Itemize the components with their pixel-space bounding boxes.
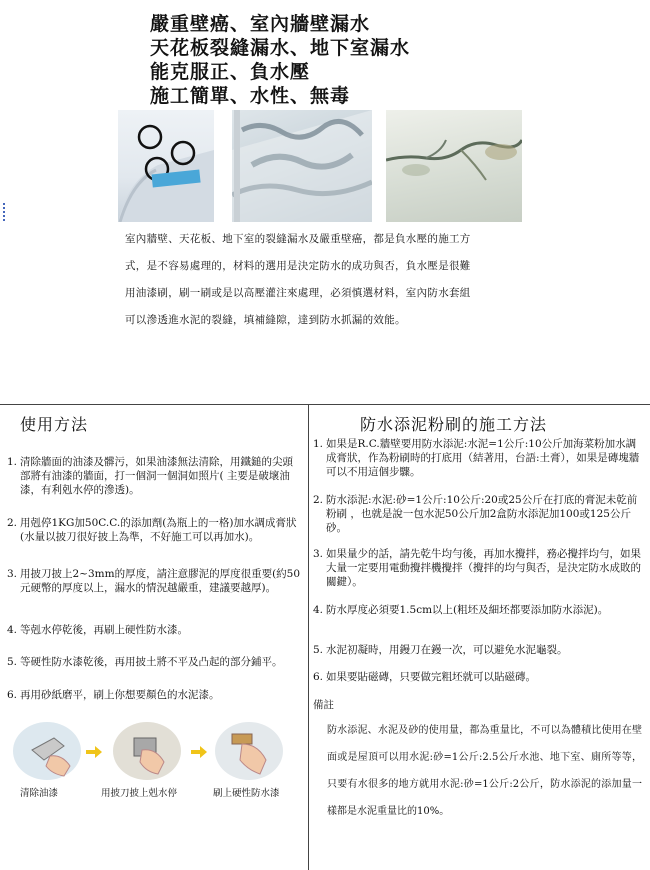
headline-line-3: 能克服正、負水壓	[150, 61, 311, 83]
note-label: 備註	[313, 699, 334, 711]
headline	[150, 12, 480, 108]
headline-line-4: 施工簡單、水性、無毒	[150, 85, 351, 107]
arrow-right-icon	[191, 743, 207, 762]
mortar-step-5: 5. 水泥初凝時，用鏝刀在鏝一次，可以避免水泥龜裂。	[313, 644, 568, 656]
usage-step-1: 1. 清除牆面的油漆及髒污，如果油漆無法清除，用鐵鎚的尖頭部將有油漆的牆面，打一個洞一個洞如照片( 主要是破壞油漆，有利剋水停的滲透)。	[7, 456, 293, 496]
mortar-step-1: 1. 如果是R.C.牆壁要用防水添泥:水泥=1公斤:10公斤加海菜粉加水調成膏狀，作為粉刷時的打底用（結著用，台語:土膏），如果是磚塊牆可以不用這個步驟。	[313, 438, 640, 478]
headline-line-1: 嚴重壁癌、室內牆壁漏水	[150, 13, 371, 35]
ceiling-stain-photo	[232, 110, 372, 222]
mortar-step-6: 6. 如果要貼磁磚，只要做完粗坯就可以貼磁磚。	[313, 671, 536, 683]
caption-remove-paint: 清除油漆	[20, 788, 59, 799]
mortar-step-4: 4. 防水厚度必須要1.5cm以上(粗坯及細坯都要添加防水添泥)。	[313, 604, 609, 616]
headline-line-2: 天花板裂縫漏水、地下室漏水	[150, 37, 411, 59]
usage-step-5: 5. 等硬性防水漆乾後，再用披土將不平及凸起的部分鋪平。	[7, 656, 283, 668]
illustration-brush-paint	[214, 720, 284, 782]
mortar-method-title: 防水添泥粉刷的施工方法	[360, 415, 548, 434]
illustration-remove-paint	[12, 720, 82, 782]
note-body: 防水添泥、水泥及砂的使用量，都為重量比，不可以為體積比使用在壁面或是屋頂可以用水泥:砂=1公斤:2.5公斤水池、地下室、廁所等等，只要有水很多的地方就用水泥:砂=1公斤:2公斤，防水添泥的添加量一樣都是水泥重量比的10%。	[327, 725, 642, 817]
ceiling-photo-circles	[118, 110, 214, 222]
intro-paragraph: 室內牆壁、天花板、地下室的裂縫漏水及嚴重壁癌，都是負水壓的施工方式，是不容易處理的，材料的選用是決定防水的成功與否，負水壓是很難用油漆刷，刷一刷或是以高壓灌注來處理，必須慎選材料，室內防水套組可以滲透進水泥的裂縫，填補縫隙，達到防水抓漏的效能。	[125, 233, 471, 326]
usage-step-4: 4. 等剋水停乾後，再刷上硬性防水漆。	[7, 624, 188, 636]
usage-step-6: 6. 再用砂紙磨平，刷上你想要顏色的水泥漆。	[7, 689, 220, 701]
usage-step-2: 2. 用剋停1KG加50C.C.的添加劑(為瓶上的一格)加水調成膏狀(水量以披刀很好披上為準，不好施工可以再加水)。	[7, 517, 297, 543]
arrow-right-icon	[86, 743, 102, 762]
usage-title: 使用方法	[20, 415, 89, 434]
usage-step-3: 3. 用披刀披上2~3mm的厚度，請注意膠泥的厚度很重要(約50元硬幣的厚度以上，漏水的情況越嚴重，建議要越厚)。	[7, 568, 301, 594]
caption-brush-paint: 刷上硬性防水漆	[213, 788, 280, 799]
illustration-apply-putty	[112, 720, 182, 782]
wall-crack-photo	[386, 110, 522, 222]
vertical-divider	[308, 404, 309, 870]
mortar-step-2: 2. 防水添泥:水泥:砂=1公斤:10公斤:20或25公斤在打底的膏泥未乾前粉刷 ，也就是說一包水泥50公斤加2盒防水添泥加100或125公斤砂。	[313, 494, 638, 534]
mortar-step-3: 3. 如果量少的話，請先乾牛均勻後，再加水攪拌，務必攪拌均勻，如果大量一定要用電動攪拌機攪拌（攪拌的均勻與否，是決定防水成敗的關鍵）。	[313, 548, 641, 588]
horizontal-divider	[0, 404, 650, 405]
decorative-dots	[3, 203, 7, 221]
caption-apply-putty: 用披刀披上剋水停	[101, 788, 178, 799]
